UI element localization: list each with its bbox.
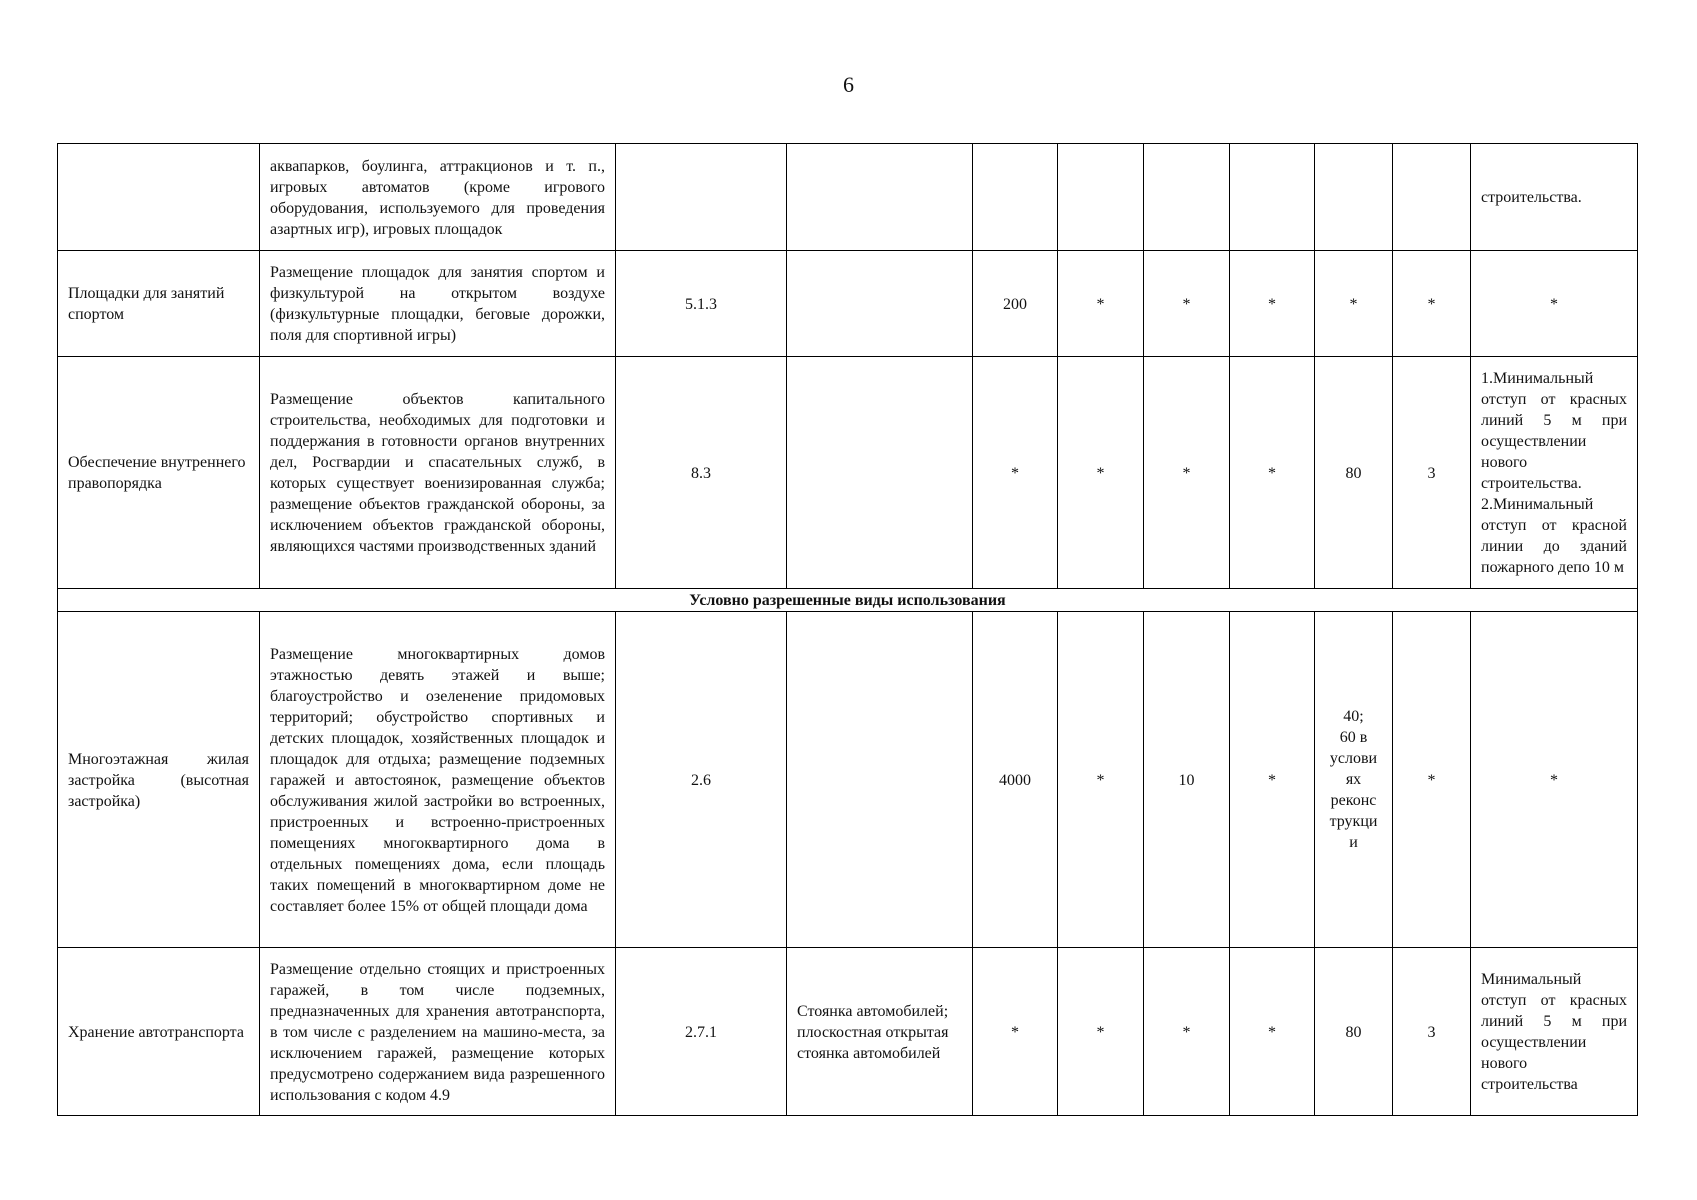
- use-description-cell: Размещение площадок для занятия спортом и физкультурой на открытом воздухе (физкультурные площадки, беговые дорожки, поля для спортивной игры): [260, 251, 616, 357]
- param-cell: *: [1144, 948, 1230, 1116]
- auxiliary-use-cell: [787, 612, 973, 948]
- param-cell: 80: [1315, 357, 1393, 589]
- param-cell: *: [973, 948, 1058, 1116]
- section-header-row: [58, 589, 1638, 612]
- param-cell: 10: [1144, 612, 1230, 948]
- param-cell: *: [1144, 357, 1230, 589]
- table-row: [58, 357, 1638, 589]
- param-cell: *: [1230, 612, 1315, 948]
- param-cell: 40; 60 в услови ях реконс трукци и: [1315, 612, 1393, 948]
- use-description-cell: Размещение отдельно стоящих и пристроенных гаражей, в том числе подземных, предназначенных для хранения автотранспорта, в том числе с разделением на машино-места, за исключением гаражей, размещение которых предусмотрено содержанием вида разрешенного использования с кодом 4.9: [260, 948, 616, 1116]
- param-cell: *: [1058, 612, 1144, 948]
- param-cell: *: [1315, 251, 1393, 357]
- use-name-cell: Обеспечение внутреннего правопорядка: [58, 357, 260, 589]
- param-cell: *: [1058, 357, 1144, 589]
- param-cell: 3: [1393, 948, 1471, 1116]
- section-title: Условно разрешенные виды использования: [58, 589, 1638, 612]
- note-cell: *: [1471, 251, 1638, 357]
- zoning-table: [57, 143, 1638, 1116]
- table-row: [58, 948, 1638, 1116]
- note-cell: строительства.: [1471, 144, 1638, 251]
- param-cell: 200: [973, 251, 1058, 357]
- param-cell: *: [1393, 251, 1471, 357]
- param-cell: 80: [1315, 948, 1393, 1116]
- auxiliary-use-cell: [787, 251, 973, 357]
- param-cell: *: [1144, 251, 1230, 357]
- note-cell: Минимальный отступ от красных линий 5 м при осуществлении нового строительства: [1471, 948, 1638, 1116]
- param-cell: *: [1230, 357, 1315, 589]
- param-cell: [1144, 144, 1230, 251]
- code-cell: 5.1.3: [616, 251, 787, 357]
- use-name-cell: Площадки для занятий спортом: [58, 251, 260, 357]
- param-cell: *: [1230, 251, 1315, 357]
- code-cell: 2.7.1: [616, 948, 787, 1116]
- note-cell: 1.Минимальный отступ от красных линий 5 м при осуществлении нового строительства. 2.Минимальный отступ от красной линии до зданий пожарного депо 10 м: [1471, 357, 1638, 589]
- param-cell: 4000: [973, 612, 1058, 948]
- param-cell: [1393, 144, 1471, 251]
- use-description-cell: Размещение многоквартирных домов этажностью девять этажей и выше; благоустройство и озеленение придомовых территорий; обустройство спортивных и детских площадок, хозяйственных площадок и площадок для отдыха; размещение подземных гаражей и автостоянок, размещение объектов обслуживания жилой застройки во встроенных, пристроенных и встроенно-пристроенных помещениях многоквартирного дома в отдельных помещениях дома, если площадь таких помещений в многоквартирном доме не составляет более 15% от общей площади дома: [260, 612, 616, 948]
- param-cell: *: [973, 357, 1058, 589]
- use-name-cell: [58, 144, 260, 251]
- param-cell: *: [1393, 612, 1471, 948]
- auxiliary-use-cell: Стоянка автомобилей; плоскостная открытая стоянка автомобилей: [787, 948, 973, 1116]
- param-cell: [973, 144, 1058, 251]
- param-cell: *: [1058, 251, 1144, 357]
- param-cell: [1230, 144, 1315, 251]
- use-name-cell: Многоэтажная жилая застройка (высотная застройка): [58, 612, 260, 948]
- code-cell: 8.3: [616, 357, 787, 589]
- page-number: 6: [843, 72, 854, 97]
- param-cell: *: [1230, 948, 1315, 1116]
- code-cell: [616, 144, 787, 251]
- auxiliary-use-cell: [787, 144, 973, 251]
- param-cell: 3: [1393, 357, 1471, 589]
- table-row: [58, 251, 1638, 357]
- use-name-cell: Хранение автотранспорта: [58, 948, 260, 1116]
- param-cell: [1315, 144, 1393, 251]
- note-cell: *: [1471, 612, 1638, 948]
- table-row: [58, 612, 1638, 948]
- use-description-cell: Размещение объектов капитального строительства, необходимых для подготовки и поддержания в готовности органов внутренних дел, Росгвардии и спасательных служб, в которых существует военизированная служба; размещение объектов гражданской обороны, за исключением объектов гражданской обороны, являющихся частями производственных зданий: [260, 357, 616, 589]
- param-cell: [1058, 144, 1144, 251]
- param-cell: *: [1058, 948, 1144, 1116]
- auxiliary-use-cell: [787, 357, 973, 589]
- code-cell: 2.6: [616, 612, 787, 948]
- table-row: [58, 144, 1638, 251]
- use-description-cell: аквапарков, боулинга, аттракционов и т. п., игровых автоматов (кроме игрового оборудования, используемого для проведения азартных игр), игровых площадок: [260, 144, 616, 251]
